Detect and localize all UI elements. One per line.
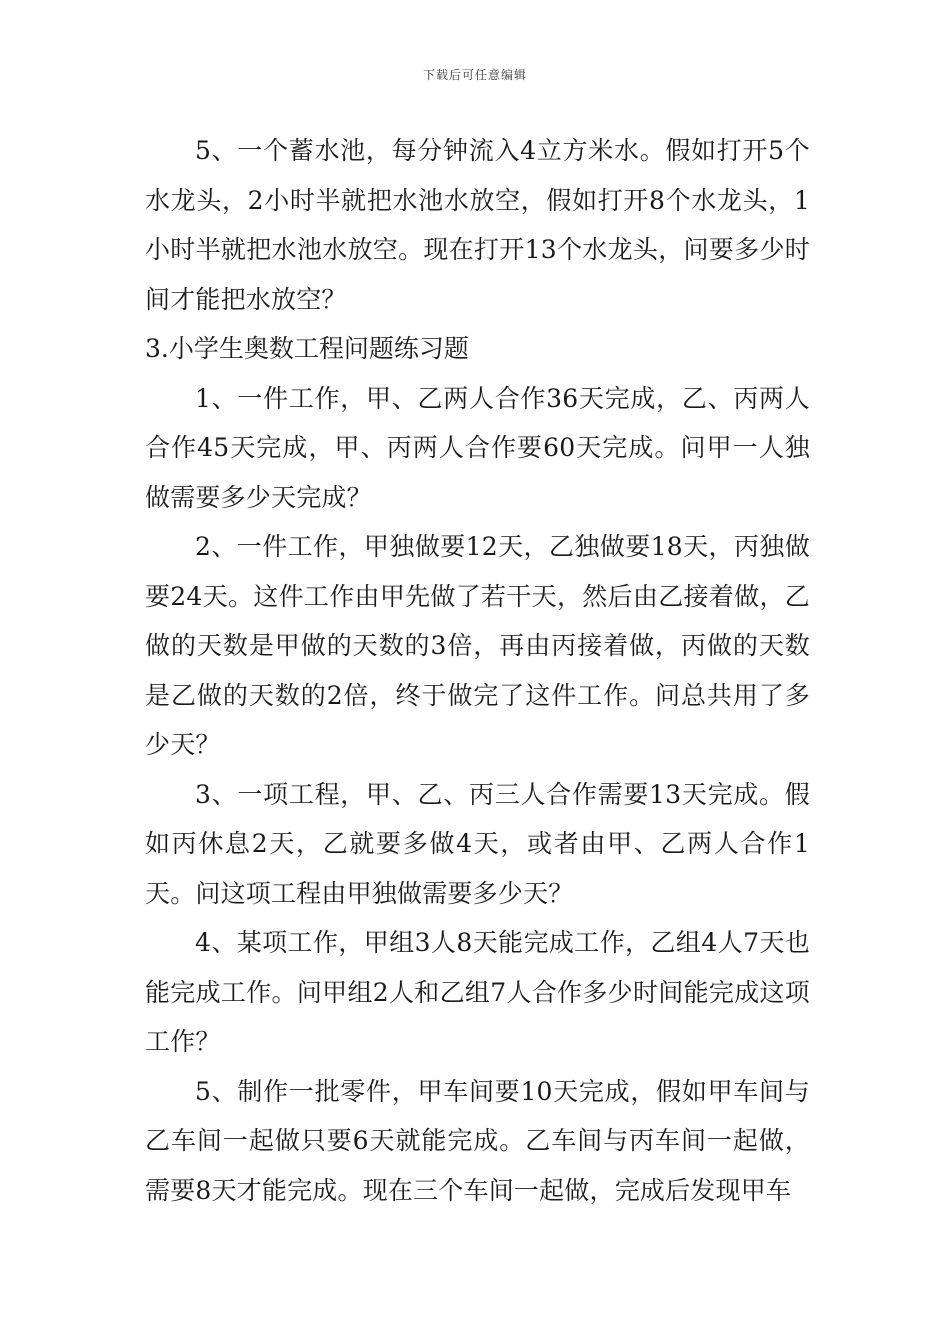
problem-2: 2、一件工作，甲独做要12天，乙独做要18天，丙独做要24天。这件工作由甲先做了若干天，然后由乙接着做，乙做的天数是甲做的天数的3倍，再由丙接着做，丙做的天数是乙做的天数的2倍，终于做完了这件工作。问总共用了多少天？ xyxy=(145,532,810,759)
intro-problem: 5、一个蓄水池，每分钟流入4立方米水。假如打开5个水龙头，2小时半就把水池水放空，假如打开8个水龙头，1小时半就把水池水放空。现在打开13个水龙头，问要多少时间才能把水放空？ xyxy=(145,136,810,314)
document-body xyxy=(145,126,810,1215)
problem-5: 5、制作一批零件，甲车间要10天完成，假如甲车间与乙车间一起做只要6天就能完成。乙车间与丙车间一起做，需要8天才能完成。现在三个车间一起做，完成后发现甲车 xyxy=(145,1076,810,1205)
section-heading: 3.小学生奥数工程问题练习题 xyxy=(145,334,469,363)
problem-1: 1、一件工作，甲、乙两人合作36天完成，乙、丙两人合作45天完成，甲、丙两人合作要60天完成。问甲一人独做需要多少天完成？ xyxy=(145,383,810,512)
header-note: 下载后可任意编辑 xyxy=(422,68,527,82)
problem-3: 3、一项工程，甲、乙、丙三人合作需要13天完成。假如丙休息2天，乙就要多做4天，或者由甲、乙两人合作1天。问这项工程由甲独做需要多少天？ xyxy=(145,779,810,908)
problem-4: 4、某项工作，甲组3人8天能完成工作，乙组4人7天也能完成工作。问甲组2人和乙组7人合作多少时间能完成这项工作？ xyxy=(145,928,810,1056)
